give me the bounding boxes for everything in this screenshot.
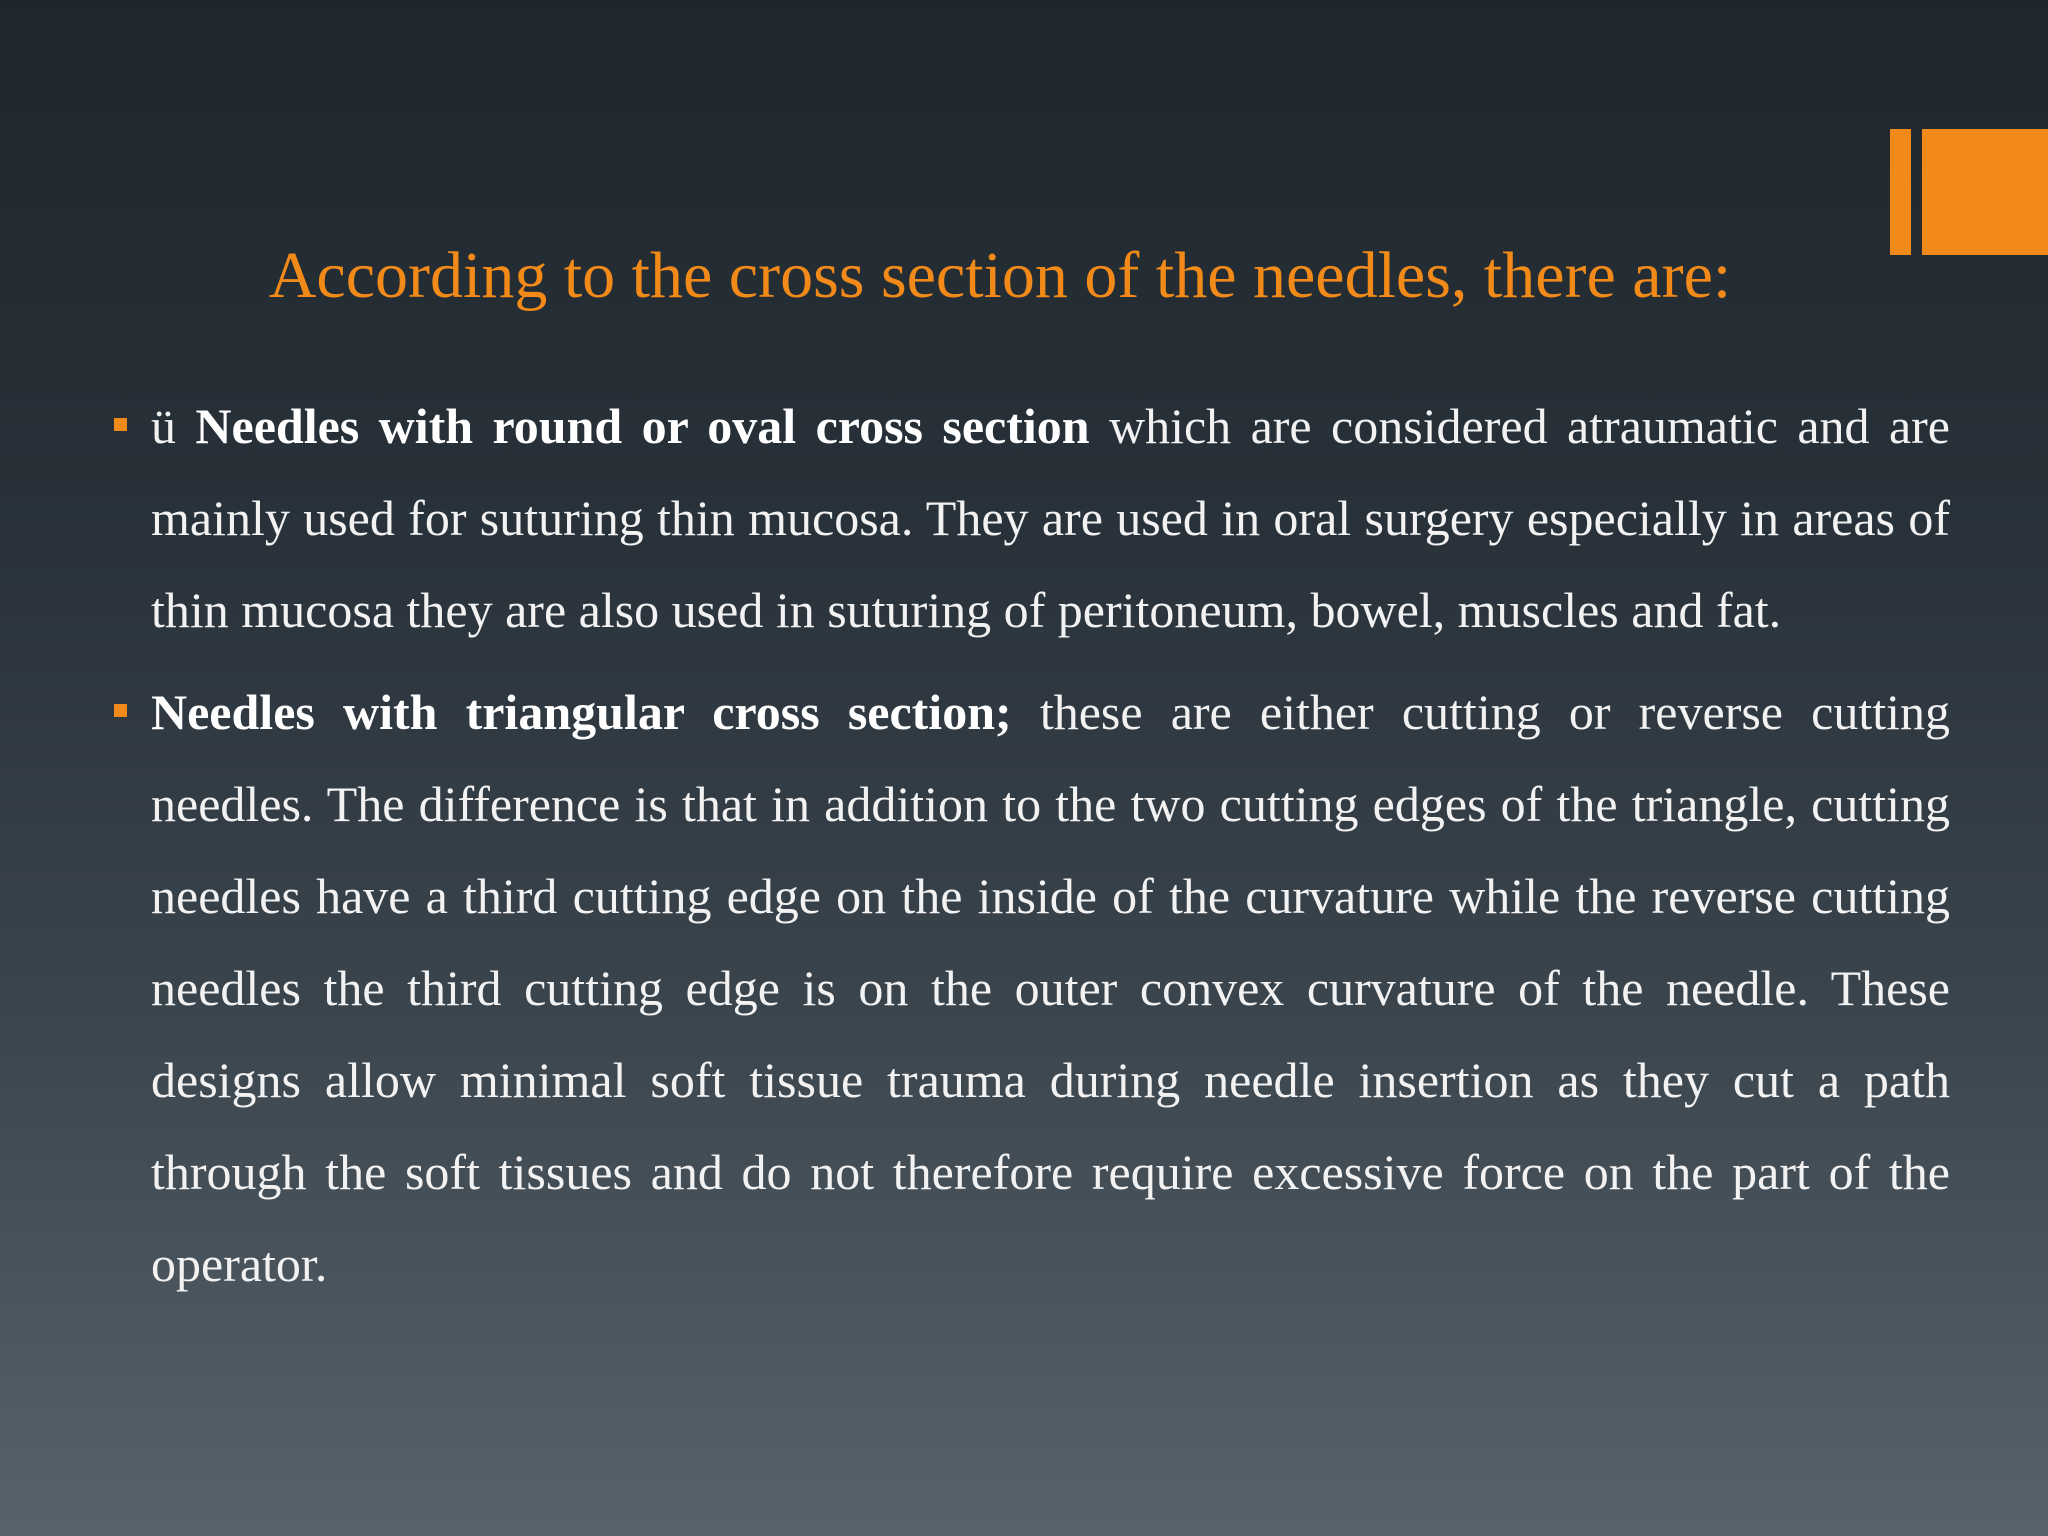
- bullet-heading: Needles with round or oval cross section: [195, 398, 1090, 454]
- bullet-body: which are considered atraumatic and are mainly used for suturing thin mucosa. They are used in oral surgery especially in areas of thin mucosa they are also used in suturing of peritoneum, bowel, muscles and fat.: [151, 398, 1950, 638]
- checkmark-prefix: ü: [151, 398, 196, 454]
- slide-title: According to the cross section of the needles, there are:: [268, 239, 1732, 312]
- square-bullet-icon: [114, 704, 127, 717]
- bullet-body: these are either cutting or reverse cutting needles. The difference is that in addition to the two cutting edges of the triangle, cutting needles have a third cutting edge on the inside of the curvature while the reverse cutting needles the third cutting edge is on the outer convex curvature of the needle. These designs allow minimal soft tissue trauma during needle insertion as they cut a path through the soft tissues and do not therefore require excessive force on the part of the operator.: [151, 684, 1951, 1292]
- square-bullet-icon: [114, 418, 127, 431]
- bullet-item-round-needles: [110, 380, 1950, 656]
- bullet-list: [110, 380, 1950, 1320]
- bullet-item-triangular-needles: [110, 666, 1950, 1310]
- bullet-heading: Needles with triangular cross section;: [151, 684, 1012, 740]
